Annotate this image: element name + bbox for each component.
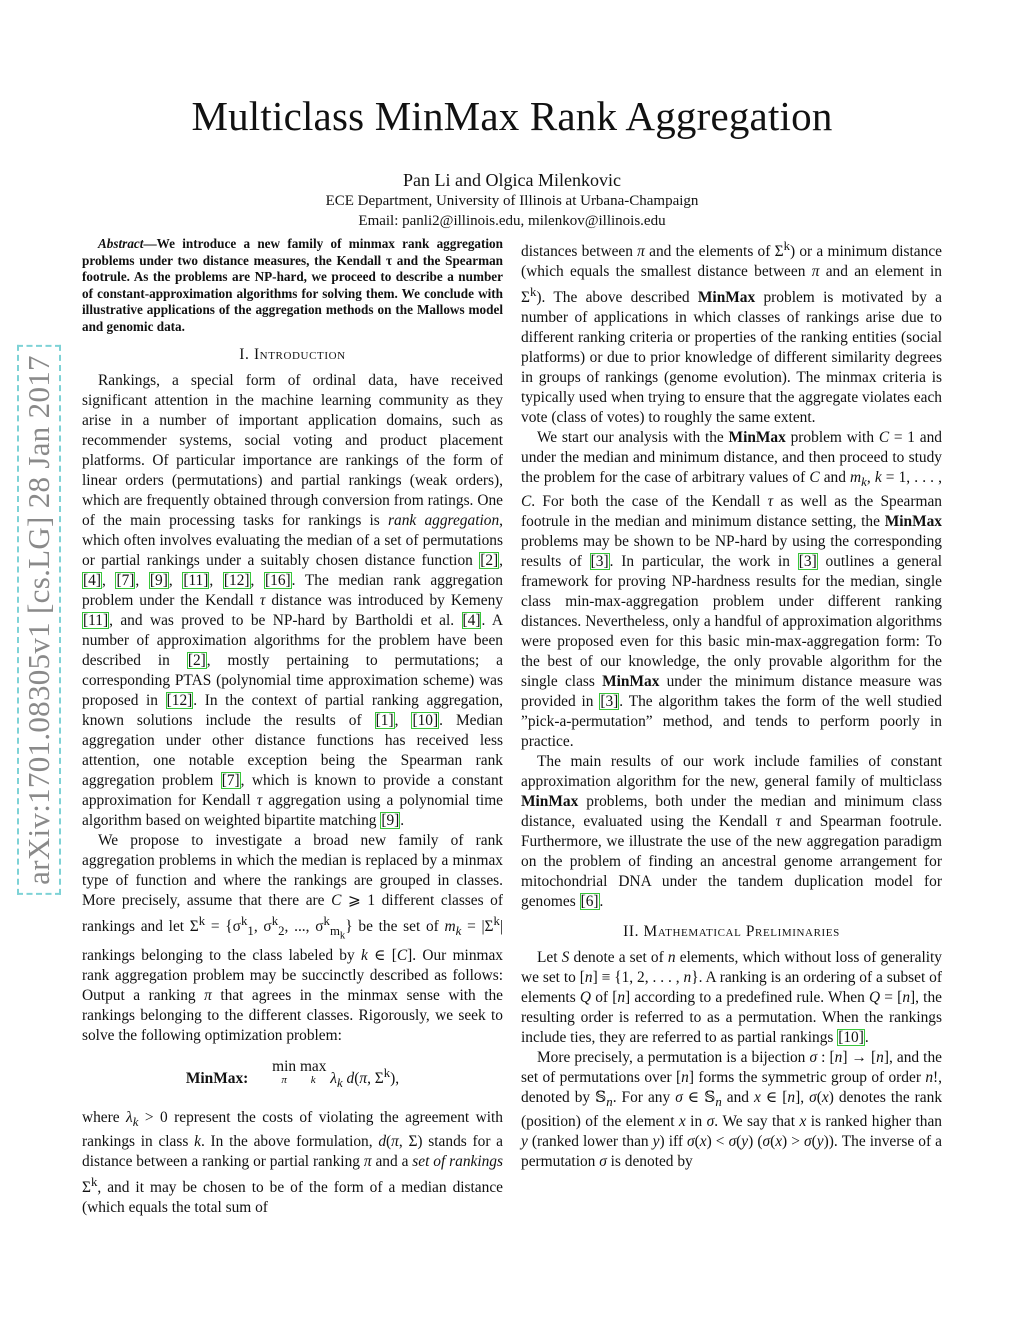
citation-link[interactable]: [10] [838,1029,864,1047]
citation-link[interactable]: [3] [600,693,619,711]
arxiv-id-text: arXiv:1701.08305v1 [cs.LG] 28 Jan 2017 [17,345,61,895]
citation-link[interactable]: [9] [149,572,168,589]
citation-link[interactable]: [4] [462,612,481,629]
citation-link[interactable]: [9] [381,812,400,829]
citation-link[interactable]: [12] [166,692,193,709]
author-names: Pan Li and Olgica Milenkovic [403,170,621,190]
left-column [82,236,503,1218]
paper-title: Multiclass MinMax Rank Aggregation [191,93,833,139]
citation-link[interactable]: [2] [187,652,206,669]
citation-link[interactable]: [16] [265,572,291,589]
citation-link[interactable]: [11] [83,612,109,629]
author-email: Email: panli2@illinois.edu, milenkov@illinois.edu [358,213,666,229]
citation-link[interactable]: [3] [590,553,609,571]
intro-paragraph-3: where $\lambda_k > 0$ represent the costs of violating the agreement with rankings in class k. In the above formulation, d(π, Σ) stands for a distance between a ranking or partial ranking π and a set of rankings $\Sigma^k$, and it may be chosen to be of the form of a median distance (which equals the total sum of [82,1108,504,1217]
citation-link[interactable]: [11] [183,572,209,589]
minmax-equation: MinMax: min π max k $\lambda_k$ d(π, $\Sigma^k$), [185,1057,400,1090]
citation-link[interactable]: [7] [116,572,135,589]
abstract-label: Abstract [98,236,144,251]
citation-link[interactable]: [12] [223,572,250,589]
section-heading-introduction: I. Introduction [239,346,346,363]
abstract [82,236,503,335]
intro-paragraph-1: Rankings, a special form of ordinal data, have received significant attention in the machine learning community as they arise in a number of important application domains, such as recommender systems, social voting and product placement platforms. Of particular importance are rankings of the form of linear orders (permutations) and partial rankings (weak orders), which are frequently obtained through conversion from ratings. One of the main processing tasks for rankings is rank aggregation, which often involves evaluating the median of a set of permutations or partial rankings under a suitably chosen distance function [2], [4], [7], [9], [11], [12], [16]. The median rank aggregation problem under the Kendall τ distance was introduced by Kemeny [11], and was proved to be NP-hard by Bartholdi et al. [4]. A number of approximation algorithms for the problem have been described in [2], mostly pertaining to permutations; a corresponding PTAS (polynomial time approximation scheme) was proposed in [12]. In the context of partial ranking aggregation, known solutions include the results of [1], [10]. Median aggregation under other distance functions has received less attention, one notable exception being the Spearman rank aggregation problem [7], which is known to provide a constant approximation for Kendall τ aggregation using a polynomial time algorithm based on weighted bipartite matching [9]. [82,372,504,829]
prelim-paragraph-2: More precisely, a permutation is a bijection σ : [n] → [n], and the set of permutations over [n] forms the symmetric group of order n!, denoted by 𝕊$_n$. For any σ ∈ 𝕊$_n$ and x ∈ [n], σ(x) denotes the rank (position) of the element x in σ. We say that x is ranked higher than y (ranked lower than y) iff σ(x) < σ(y) (σ(x) > σ(y)). The inverse of a permutation σ is denoted by [521,1049,943,1171]
intro-paragraph-4: We start our analysis with the MinMax problem with C = 1 and under the median and minimum distance, and then proceed to study the problem for the case of arbitrary values of C and $m_k$, k = 1, . . . , C. For both the case of the Kendall τ as well as the Spearman footrule in the median and minimum distance setting, the MinMax problems may be shown to be NP-hard by using the corresponding results of [3]. In particular, the work in [3] outlines a general framework for proving NP-hardness results for the median, single class min-max-aggregation problem under different ranking distances. Nevertheless, only a handful of approximation algorithms were proposed even for this basic min-max-aggregation form: To the best of our knowledge, the only provable algorithm for the single class MinMax under the minimum distance measure was provided in [3]. The algorithm takes the form of the well studied ”pick-a-permutation” method, and tends to perform poorly in practice. [521,429,942,751]
intro-paragraph-3-cont: distances between π and the elements of $\Sigma^k$) or a minimum distance (which equals the smallest distance between π and an element in $\Sigma^k$). The above described MinMax problem is motivated by a number of applications in which classes of rankings arise due to different ranking criteria or properties of the ranking entities (social platforms) or due to prior knowledge of different similarity degrees in groups of rankings (genome evolution). The minmax criteria is typically used when trying to ensure that the aggregate violates each vote (class of votes) to roughly the same extent. [521,239,943,427]
citation-link[interactable]: [4] [83,572,101,589]
intro-paragraph-2: We propose to investigate a broad new family of rank aggregation problems in which the median is replaced by a minmax type of function and where the rankings are grouped in classes. More precisely, assume that there are C ⩾ 1 different classes of rankings and let $\Sigma^k = \{\sigma^k_1$, $\sigma^k_2$, ..., $\sigma^k_{m_k}$} be the set of $m_k = |\Sigma^k|$ rankings belonging to the class labeled by k ∈ [C]. Our minmax rank aggregation problem may be succinctly described as follows: Output a ranking π that agrees in the minmax sense with the rankings belonging to the different classes. Rigorously, we seek to solve the following optimization problem: [82,832,504,1044]
citation-link[interactable]: [7] [221,772,240,789]
citation-link[interactable]: [1] [375,712,394,729]
citation-link[interactable]: [2] [480,552,499,569]
equation-label: MinMax: [185,1069,249,1087]
citation-link[interactable]: [3] [798,553,817,571]
intro-paragraph-5: The main results of our work include families of constant approximation algorithm for the new, general family of multiclass MinMax problems, both under the median and minimum class distance, evaluated using the Kendall τ and Spearman footrule. Furthermore, we illustrate the use of the new aggregation paradigm on the problem of finding an ancestral genome arrangement for mitochondrial DNA under the tandem duplication model for genomes [6]. [521,753,942,911]
arxiv-side-identifier [22,325,56,915]
right-column [521,236,942,1172]
author-affiliation: ECE Department, University of Illinois at Urbana-Champaign [325,193,699,209]
abstract-text: —We introduce a new family of minmax rank aggregation problems under two distance measures, the Kendall τ and the Spearman footrule. As the problems are NP-hard, we proceed to describe a number of constant-approximation algorithms for solving them. We conclude with illustrative applications of the aggregation methods on the Mallows model and genomic data. [82,236,503,334]
citation-link[interactable]: [6] [580,893,599,911]
section-heading-preliminaries: II. Mathematical Preliminaries [623,923,840,941]
prelim-paragraph-1: Let S denote a set of n elements, which without loss of generality we set to [n] ≡ {1, 2, . . . , n}. A ranking is an ordering of a subset of elements Q of [n] according to a predefined rule. When Q = [n], the resulting order is referred to as a permutation. When the rankings include ties, they are referred to as partial rankings [10]. [521,949,943,1047]
citation-link[interactable]: [10] [412,712,439,729]
paper-header [0,92,1024,231]
